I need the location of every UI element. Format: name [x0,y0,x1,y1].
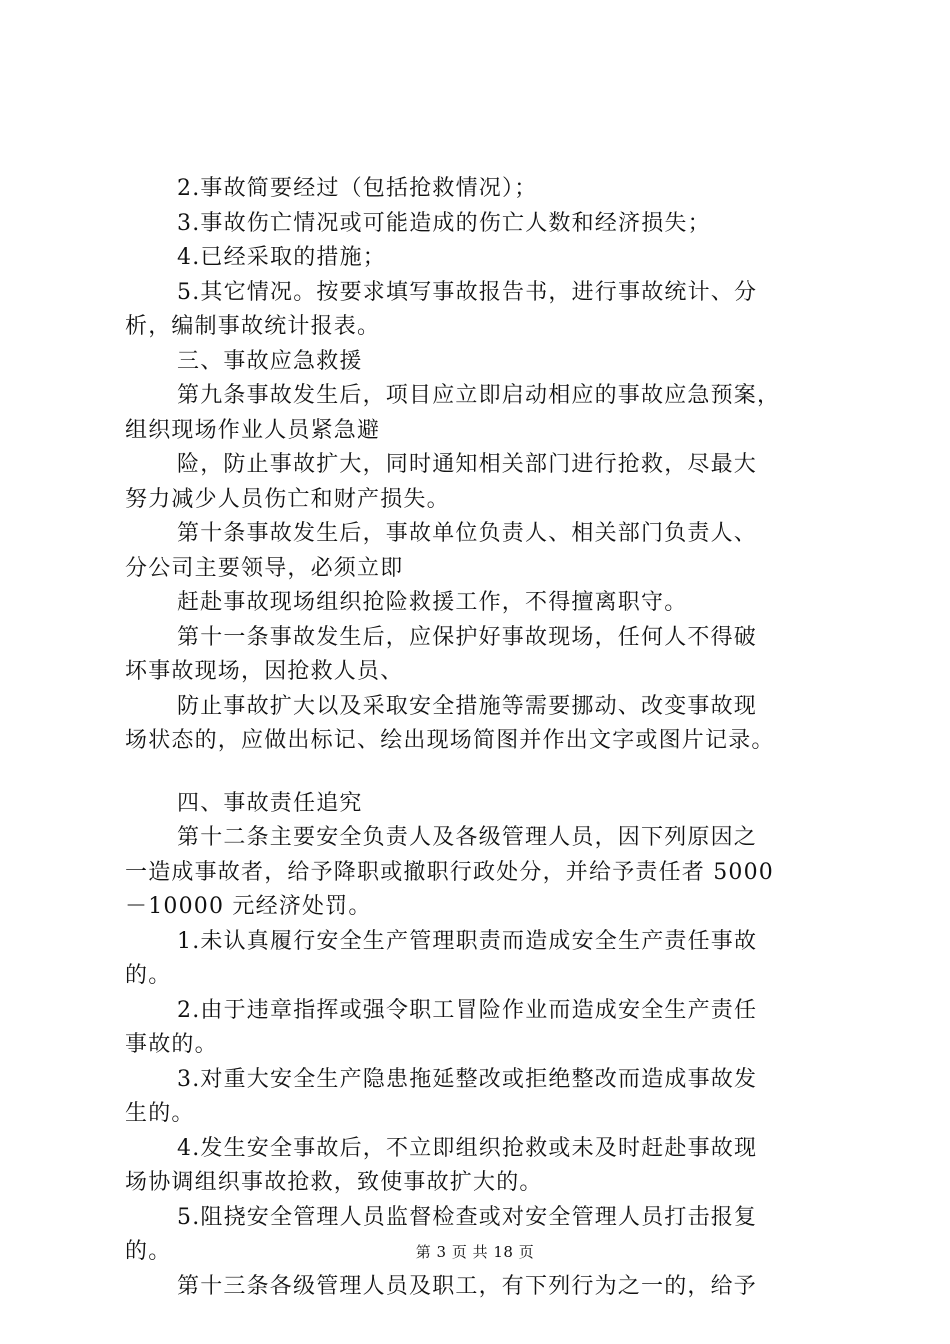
paragraph-line: 3.事故伤亡情况或可能造成的伤亡人数和经济损失； [177,210,711,236]
paragraph-line: 的。 [125,1239,172,1264]
paragraph-line: 第十条事故发生后，事故单位负责人、相关部门负责人、 [177,521,758,546]
paragraph-line: 第十一条事故发生后，应保护好事故现场，任何人不得破 [177,624,758,650]
paragraph-line: 组织现场作业人员紧急避 [125,417,381,443]
document-body [125,172,835,1304]
paragraph-gap [125,759,835,787]
paragraph-line: 一造成事故者，给予降职或撤职行政处分，并给予责任者 5000 [125,859,774,885]
paragraph-line: －10000 元经济处罚。 [125,894,372,919]
paragraph-line: 事故的。 [125,1032,218,1057]
paragraph-line: 险，防止事故扩大，同时通知相关部门进行抢救，尽最大 [177,452,758,477]
paragraph-line: 析，编制事故统计报表。 [125,314,381,339]
paragraph-line: 1.未认真履行安全生产管理职责而造成安全生产责任事故 [177,928,758,954]
page-footer: 第 3 页 共 18 页 [415,1243,535,1261]
paragraph-line: 场状态的，应做出标记、绘出现场简图并作出文字或图片记录。 [125,728,775,753]
paragraph-line: 努力减少人员伤亡和财产损失。 [125,486,450,512]
paragraph-line: 4.已经采取的措施； [177,245,386,270]
section-heading: 三、事故应急救援 [177,348,363,374]
paragraph-line: 场协调组织事故抢救，致使事故扩大的。 [125,1170,543,1195]
paragraph-line: 4.发生安全事故后，不立即组织抢救或未及时赶赴事故现 [177,1135,758,1161]
paragraph-line: 第十三条各级管理人员及职工，有下列行为之一的，给予 [177,1273,758,1299]
paragraph-line: 生的。 [125,1101,195,1126]
paragraph-line: 3.对重大安全生产隐患拖延整改或拒绝整改而造成事故发 [177,1066,758,1092]
section-heading: 四、事故责任追究 [177,790,363,816]
paragraph-line: 分公司主要领导，必须立即 [125,555,404,581]
paragraph-line: 5.其它情况。按要求填写事故报告书，进行事故统计、分 [177,279,758,305]
paragraph-line: 2.事故简要经过（包括抢救情况）； [177,176,538,201]
paragraph-line: 赶赴事故现场组织抢险救援工作，不得擅离职守。 [177,590,688,615]
paragraph-line: 第十二条主要安全负责人及各级管理人员，因下列原因之 [177,825,758,850]
paragraph-line: 防止事故扩大以及采取安全措施等需要挪动、改变事故现 [177,693,758,719]
paragraph-line: 5.阻挠安全管理人员监督检查或对安全管理人员打击报复 [177,1204,758,1230]
paragraph-line: 第九条事故发生后，项目应立即启动相应的事故应急预案， [177,383,781,408]
paragraph-line: 的。 [125,963,172,988]
paragraph-line: 坏事故现场，因抢救人员、 [125,659,404,684]
paragraph-line: 2.由于违章指挥或强令职工冒险作业而造成安全生产责任 [177,997,758,1023]
